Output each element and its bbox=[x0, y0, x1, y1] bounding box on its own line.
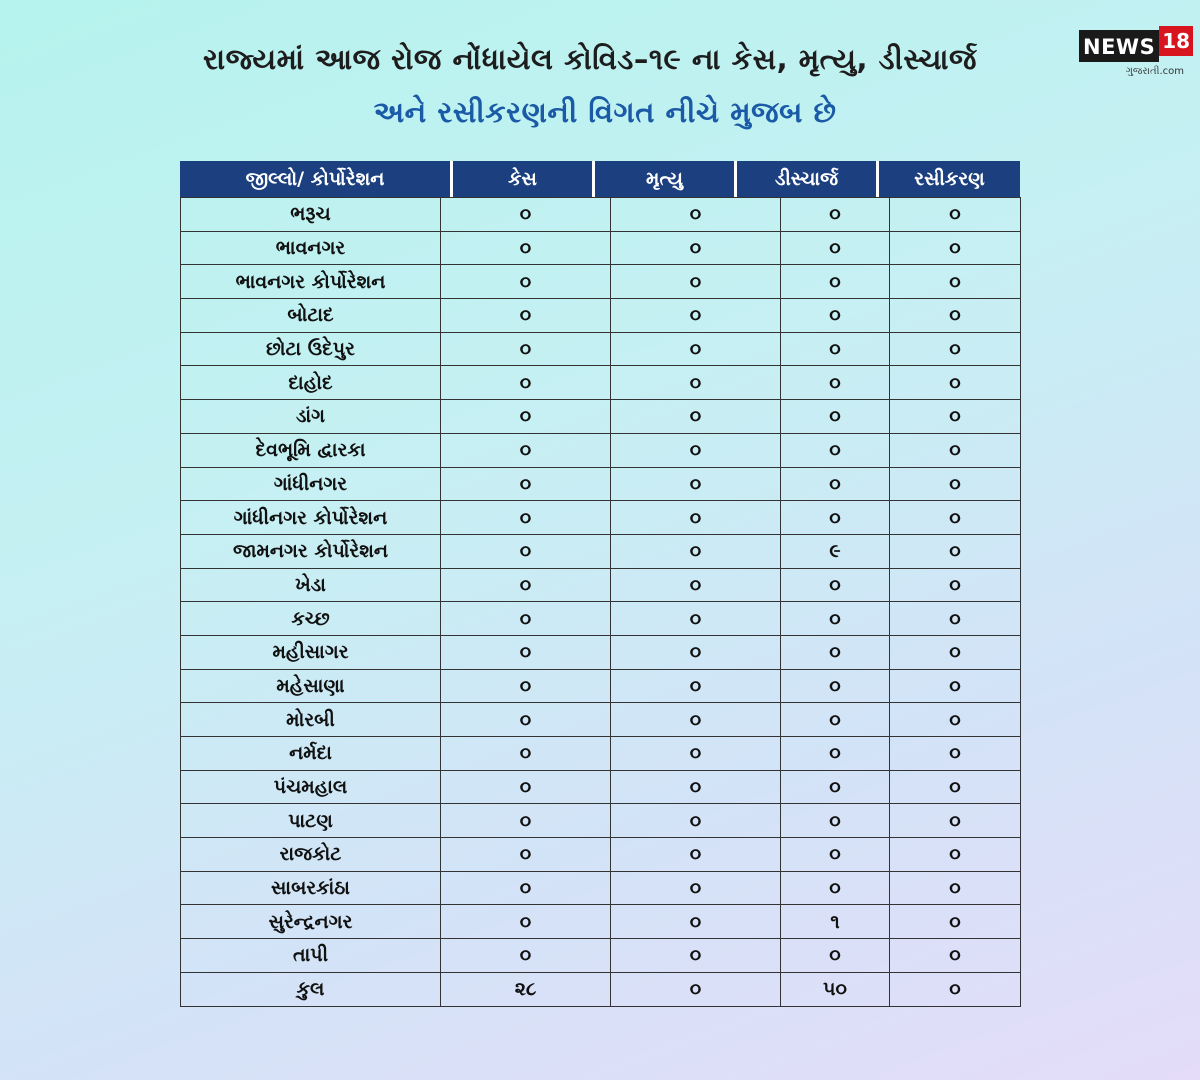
logo-subtitle: ગુજરાતી.com bbox=[1125, 66, 1184, 77]
header-deaths: મૃત્યુ bbox=[595, 161, 737, 197]
cell-cases: ૦ bbox=[441, 939, 611, 973]
cell-deaths: ૦ bbox=[611, 231, 781, 265]
cell-discharge: ૫૦ bbox=[781, 972, 890, 1006]
cell-district: ભાવનગર કોર્પોરેશન bbox=[181, 265, 441, 299]
header-district: જીલ્લો/ કોર્પોરેશન bbox=[180, 161, 453, 197]
cell-deaths: ૦ bbox=[611, 534, 781, 568]
cell-discharge: ૯ bbox=[781, 534, 890, 568]
cell-vaccination: ૦ bbox=[890, 299, 1021, 333]
table-header-row bbox=[180, 161, 1020, 197]
cell-discharge: ૦ bbox=[781, 838, 890, 872]
cell-deaths: ૦ bbox=[611, 467, 781, 501]
cell-district: તાપી bbox=[181, 939, 441, 973]
cell-cases: ૦ bbox=[441, 231, 611, 265]
cell-cases: ૦ bbox=[441, 804, 611, 838]
cell-cases: ૦ bbox=[441, 198, 611, 232]
cell-vaccination: ૦ bbox=[890, 838, 1021, 872]
cell-discharge: ૦ bbox=[781, 332, 890, 366]
cell-cases: ૦ bbox=[441, 602, 611, 636]
cell-vaccination: ૦ bbox=[890, 602, 1021, 636]
cell-discharge: ૦ bbox=[781, 871, 890, 905]
cell-district: ભાવનગર bbox=[181, 231, 441, 265]
cell-cases: ૦ bbox=[441, 669, 611, 703]
cell-cases: ૦ bbox=[441, 905, 611, 939]
cell-cases: ૨૮ bbox=[441, 972, 611, 1006]
cell-deaths: ૦ bbox=[611, 905, 781, 939]
cell-vaccination: ૦ bbox=[890, 905, 1021, 939]
table-row bbox=[181, 332, 1021, 366]
cell-cases: ૦ bbox=[441, 568, 611, 602]
cell-district: મોરબી bbox=[181, 703, 441, 737]
table-row bbox=[181, 366, 1021, 400]
table-row bbox=[181, 231, 1021, 265]
cell-district: કુલ bbox=[181, 972, 441, 1006]
cell-deaths: ૦ bbox=[611, 871, 781, 905]
logo-number: 18 bbox=[1159, 26, 1193, 56]
cell-discharge: ૦ bbox=[781, 299, 890, 333]
cell-deaths: ૦ bbox=[611, 299, 781, 333]
cell-discharge: ૦ bbox=[781, 669, 890, 703]
header-cases: કેસ bbox=[453, 161, 595, 197]
cell-discharge: ૦ bbox=[781, 737, 890, 771]
cell-discharge: ૦ bbox=[781, 433, 890, 467]
table-row bbox=[181, 703, 1021, 737]
header-vaccination: રસીકરણ bbox=[879, 161, 1020, 197]
cell-deaths: ૦ bbox=[611, 770, 781, 804]
cell-discharge: ૦ bbox=[781, 703, 890, 737]
cell-deaths: ૦ bbox=[611, 568, 781, 602]
cell-district: કચ્છ bbox=[181, 602, 441, 636]
cell-deaths: ૦ bbox=[611, 669, 781, 703]
cell-vaccination: ૦ bbox=[890, 703, 1021, 737]
cell-district: ડાંગ bbox=[181, 400, 441, 434]
table-row bbox=[181, 433, 1021, 467]
cell-deaths: ૦ bbox=[611, 198, 781, 232]
table-row bbox=[181, 635, 1021, 669]
cell-vaccination: ૦ bbox=[890, 400, 1021, 434]
cell-district: દાહોદ bbox=[181, 366, 441, 400]
cell-vaccination: ૦ bbox=[890, 669, 1021, 703]
cell-vaccination: ૦ bbox=[890, 972, 1021, 1006]
cell-cases: ૦ bbox=[441, 366, 611, 400]
cell-vaccination: ૦ bbox=[890, 366, 1021, 400]
cell-cases: ૦ bbox=[441, 703, 611, 737]
cell-district: ભરૂચ bbox=[181, 198, 441, 232]
table-row bbox=[181, 198, 1021, 232]
table-row bbox=[181, 400, 1021, 434]
table-row bbox=[181, 905, 1021, 939]
title-line-2: અને રસીકરણની વિગત નીચે મુજબ છે bbox=[373, 95, 837, 129]
cell-district: ખેડા bbox=[181, 568, 441, 602]
table-body bbox=[180, 197, 1021, 1007]
cell-district: સુરેન્દ્રનગર bbox=[181, 905, 441, 939]
cell-discharge: ૦ bbox=[781, 400, 890, 434]
cell-district: મહીસાગર bbox=[181, 635, 441, 669]
header-discharge: ડીસ્ચાર્જ bbox=[737, 161, 879, 197]
cell-district: બોટાદ bbox=[181, 299, 441, 333]
cell-deaths: ૦ bbox=[611, 366, 781, 400]
cell-cases: ૦ bbox=[441, 737, 611, 771]
cell-district: સાબરકાંઠા bbox=[181, 871, 441, 905]
cell-district: ગાંધીનગર કોર્પોરેશન bbox=[181, 501, 441, 535]
table-row bbox=[181, 602, 1021, 636]
cell-vaccination: ૦ bbox=[890, 198, 1021, 232]
cell-cases: ૦ bbox=[441, 635, 611, 669]
cell-deaths: ૦ bbox=[611, 939, 781, 973]
table-row bbox=[181, 534, 1021, 568]
cell-discharge: ૦ bbox=[781, 231, 890, 265]
cell-cases: ૦ bbox=[441, 770, 611, 804]
cell-cases: ૦ bbox=[441, 332, 611, 366]
cell-vaccination: ૦ bbox=[890, 568, 1021, 602]
cell-district: દેવભૂમિ દ્વારકા bbox=[181, 433, 441, 467]
cell-district: નર્મદા bbox=[181, 737, 441, 771]
cell-district: જામનગર કોર્પોરેશન bbox=[181, 534, 441, 568]
table-row bbox=[181, 871, 1021, 905]
logo-box bbox=[1079, 29, 1191, 62]
cell-discharge: ૦ bbox=[781, 602, 890, 636]
table-row bbox=[181, 804, 1021, 838]
logo-news-text: NEWS bbox=[1079, 30, 1159, 62]
table-row bbox=[181, 299, 1021, 333]
cell-vaccination: ૦ bbox=[890, 871, 1021, 905]
cell-district: પંચમહાલ bbox=[181, 770, 441, 804]
cell-district: ગાંધીનગર bbox=[181, 467, 441, 501]
cell-cases: ૦ bbox=[441, 433, 611, 467]
cell-cases: ૦ bbox=[441, 299, 611, 333]
cell-deaths: ૦ bbox=[611, 332, 781, 366]
cell-discharge: ૦ bbox=[781, 804, 890, 838]
cell-discharge: ૧ bbox=[781, 905, 890, 939]
cell-cases: ૦ bbox=[441, 501, 611, 535]
title-line-1: રાજ્યમાં આજ રોજ નોંધાયેલ કોવિડ–૧૯ ના કેસ, મૃત્યુ, ડીસ્ચાર્જ bbox=[203, 42, 977, 76]
cell-discharge: ૦ bbox=[781, 635, 890, 669]
news18-logo bbox=[1079, 29, 1191, 82]
cell-deaths: ૦ bbox=[611, 400, 781, 434]
cell-deaths: ૦ bbox=[611, 265, 781, 299]
table-row bbox=[181, 467, 1021, 501]
table-row bbox=[181, 737, 1021, 771]
cell-deaths: ૦ bbox=[611, 737, 781, 771]
cell-cases: ૦ bbox=[441, 265, 611, 299]
cell-discharge: ૦ bbox=[781, 939, 890, 973]
cell-vaccination: ૦ bbox=[890, 804, 1021, 838]
cell-vaccination: ૦ bbox=[890, 467, 1021, 501]
cell-vaccination: ૦ bbox=[890, 737, 1021, 771]
cell-vaccination: ૦ bbox=[890, 265, 1021, 299]
cell-vaccination: ૦ bbox=[890, 534, 1021, 568]
cell-discharge: ૦ bbox=[781, 265, 890, 299]
cell-district: પાટણ bbox=[181, 804, 441, 838]
cell-cases: ૦ bbox=[441, 400, 611, 434]
table-row bbox=[181, 568, 1021, 602]
table-row bbox=[181, 939, 1021, 973]
cell-discharge: ૦ bbox=[781, 366, 890, 400]
cell-cases: ૦ bbox=[441, 467, 611, 501]
cell-deaths: ૦ bbox=[611, 838, 781, 872]
cell-deaths: ૦ bbox=[611, 972, 781, 1006]
cell-deaths: ૦ bbox=[611, 501, 781, 535]
cell-cases: ૦ bbox=[441, 838, 611, 872]
cell-district: મહેસાણા bbox=[181, 669, 441, 703]
cell-vaccination: ૦ bbox=[890, 770, 1021, 804]
cell-deaths: ૦ bbox=[611, 703, 781, 737]
cell-discharge: ૦ bbox=[781, 198, 890, 232]
cell-district: રાજકોટ bbox=[181, 838, 441, 872]
table-row bbox=[181, 669, 1021, 703]
cell-discharge: ૦ bbox=[781, 568, 890, 602]
table-row bbox=[181, 770, 1021, 804]
cell-cases: ૦ bbox=[441, 871, 611, 905]
cell-deaths: ૦ bbox=[611, 433, 781, 467]
table-row-total bbox=[181, 972, 1021, 1006]
covid-table bbox=[180, 161, 1020, 1007]
cell-vaccination: ૦ bbox=[890, 231, 1021, 265]
cell-district: છોટા ઉદેપુર bbox=[181, 332, 441, 366]
cell-vaccination: ૦ bbox=[890, 332, 1021, 366]
cell-vaccination: ૦ bbox=[890, 501, 1021, 535]
cell-vaccination: ૦ bbox=[890, 939, 1021, 973]
cell-deaths: ૦ bbox=[611, 635, 781, 669]
cell-discharge: ૦ bbox=[781, 501, 890, 535]
cell-deaths: ૦ bbox=[611, 602, 781, 636]
cell-vaccination: ૦ bbox=[890, 433, 1021, 467]
cell-deaths: ૦ bbox=[611, 804, 781, 838]
cell-discharge: ૦ bbox=[781, 770, 890, 804]
cell-cases: ૦ bbox=[441, 534, 611, 568]
table-row bbox=[181, 501, 1021, 535]
table-row bbox=[181, 265, 1021, 299]
cell-vaccination: ૦ bbox=[890, 635, 1021, 669]
cell-discharge: ૦ bbox=[781, 467, 890, 501]
table-row bbox=[181, 838, 1021, 872]
